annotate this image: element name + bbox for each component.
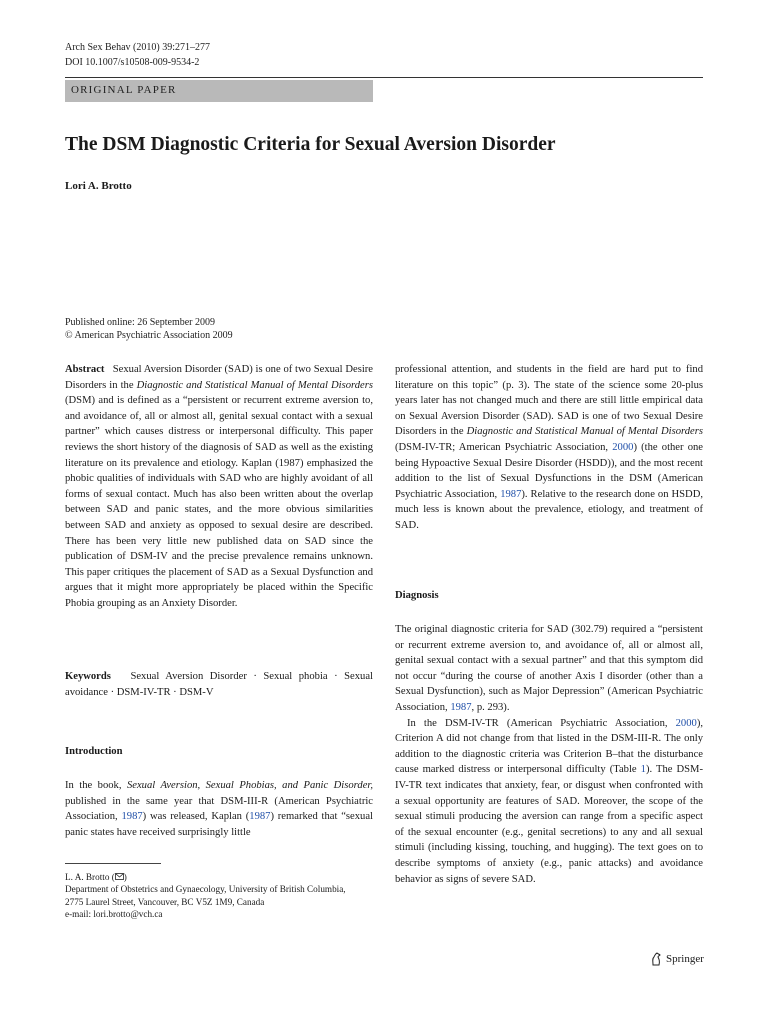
intro-text-c: ) was released, Kaplan (	[142, 811, 250, 823]
diag-text-d: ), Criterion A did not change from that listed in the DSM-III-R. The only addition to the diagnostic criteria was Criterion B–that the disturbance cause marked distress or interpersonal difficulty (Table	[395, 717, 703, 776]
abstract-text-a: Sexual Aversion Disorder (SAD) is one of two Sexual Desire Disorders in the	[65, 364, 373, 391]
diagnosis-body	[395, 622, 703, 887]
cont-manual-title: Diagnostic and Statistical Manual of Mental Disorders	[466, 426, 703, 438]
diag-text-b: , p. 293).	[471, 701, 510, 713]
keywords-block	[65, 669, 373, 700]
published-date: Published online: 26 September 2009	[65, 317, 215, 328]
footnote-rule	[65, 863, 161, 864]
paper-title: The DSM Diagnostic Criteria for Sexual Aversion Disorder	[65, 134, 556, 155]
ref-link-1987[interactable]: 1987	[249, 811, 271, 823]
intro-text-d: ) remarked that “sexual panic states have received surprisingly little	[65, 811, 373, 838]
footnote-author: L. A. Brotto (	[65, 872, 115, 882]
cont-text-a: professional attention, and students in the field are hard put to find literature on this topic” (p. 3). The state of the science some 20-plus years later has not changed much and there are still little empirical data on Sexual Aversion Disorder (SAD). SAD is one of two Sexual Desire Disorders in the	[395, 364, 703, 438]
footnote-email[interactable]: e-mail: lori.brotto@vch.ca	[65, 908, 163, 919]
section-label-bar	[65, 80, 373, 102]
table-ref-link[interactable]: 1	[640, 764, 646, 776]
intro-text-b: published in the same year that DSM-III-R (American Psychiatric Association,	[65, 795, 373, 823]
ref-link-1987[interactable]: 1987	[121, 811, 143, 823]
footnote-department: Department of Obstetrics and Gynaecology, University of British Columbia, 2775 Laurel Street, Vancouver, BC V5Z 1M9, Canada	[65, 884, 346, 907]
doi-line[interactable]: DOI 10.1007/s10508-009-9534-2	[65, 57, 200, 68]
abstract-manual-title: Diagnostic and Statistical Manual of Mental Disorders	[136, 379, 373, 391]
author-footnote	[65, 871, 365, 920]
keywords-text: Sexual Aversion Disorder · Sexual phobia · Sexual avoidance · DSM-IV-TR · DSM-V	[65, 671, 373, 698]
author-name: Lori A. Brotto	[65, 180, 132, 192]
ref-link-1987[interactable]: 1987	[500, 488, 522, 500]
right-intro-continuation	[395, 362, 703, 534]
diag-text-c: In the DSM-IV-TR (American Psychiatric Association,	[407, 717, 668, 729]
abstract-text-b: (DSM) and is defined as a “persistent or recurrent extreme aversion to, and avoidance of, all or almost all, genital sexual contact with a sexual partner” which causes distress or interpersonal difficulty. This paper reviews the short history of the diagnosis of SAD as well as the existing literature on its prevalence and etiology. Kaplan (1987) emphasized the phobic qualities of individuals with SAD who are highly avoidant of all forms of sexual contact. Much has also been written about the overlap between SAD and panic states, and the more obvious similarities between SAD and anxiety as opposed to sexual desire are described. There has been very little new published data on SAD since the publication of DSM-IV and the precise prevalence remains unknown. This paper critiques the placement of SAD as a Sexual Dysfunction and argues that it might more appropriately be placed within the Specific Phobia grouping as an Anxiety Disorder.	[65, 395, 373, 609]
envelope-icon[interactable]	[115, 873, 124, 880]
publisher-logo	[650, 952, 704, 966]
introduction-heading: Introduction	[65, 746, 123, 757]
introduction-paragraph	[65, 778, 373, 840]
diag-text-e: ). The DSM-IV-TR text indicates that anxiety, fear, or disgust when confronted with a sexual opportunity are features of SAD. Moreover, the scope of the sexual stimuli producing the aversion can range from a specific aspect of the sexual encounter (e.g., genital secretions) to any and all sexual stimuli (including kissing, touching, and hugging). The text goes on to describe symptoms of anxiety (e.g., panic attacks) and avoidance behavior as signs of severe SAD.	[395, 764, 703, 885]
section-label: ORIGINAL PAPER	[71, 84, 177, 96]
cont-text-c: ) (the other one being Hypoactive Sexual Desire Disorder (HSDD)), and the most recent addition to the list of Sexual Dysfunctions in the DSM (American Psychiatric Association,	[395, 441, 703, 500]
ref-link-2000[interactable]: 2000	[675, 717, 697, 729]
publisher-name: Springer	[666, 953, 704, 965]
ref-link-1987[interactable]: 1987	[450, 701, 472, 713]
journal-citation: Arch Sex Behav (2010) 39:271–277	[65, 42, 210, 53]
diag-text-a: The original diagnostic criteria for SAD (302.79) required a “persistent or recurrent extreme aversion to, and avoidance of, all or almost all, genital sexual contact with a sexual partner” and that this symptom did not occur “during the course of another Axis I disorder (other than a Sexual Dysfunction), such as Major Depression” (American Psychiatric Association,	[395, 624, 703, 713]
abstract-label: Abstract	[65, 364, 105, 375]
abstract-block	[65, 362, 373, 612]
copyright-line: © American Psychiatric Association 2009	[65, 330, 233, 341]
intro-book-title: Sexual Aversion, Sexual Phobias, and Panic Disorder,	[126, 780, 373, 791]
ref-link-2000[interactable]: 2000	[612, 441, 634, 453]
intro-text-a: In the book,	[65, 780, 122, 791]
footnote-paren: )	[123, 872, 127, 882]
springer-horse-icon	[650, 952, 662, 966]
header-rule	[65, 77, 703, 78]
cont-text-b: (DSM-IV-TR; American Psychiatric Association,	[395, 441, 609, 453]
keywords-label: Keywords	[65, 671, 111, 682]
cont-text-d: ). Relative to the research done on HSDD, much less is known about the prevalence, etiology, and treatment of SAD.	[395, 488, 703, 531]
diagnosis-heading: Diagnosis	[395, 590, 439, 601]
